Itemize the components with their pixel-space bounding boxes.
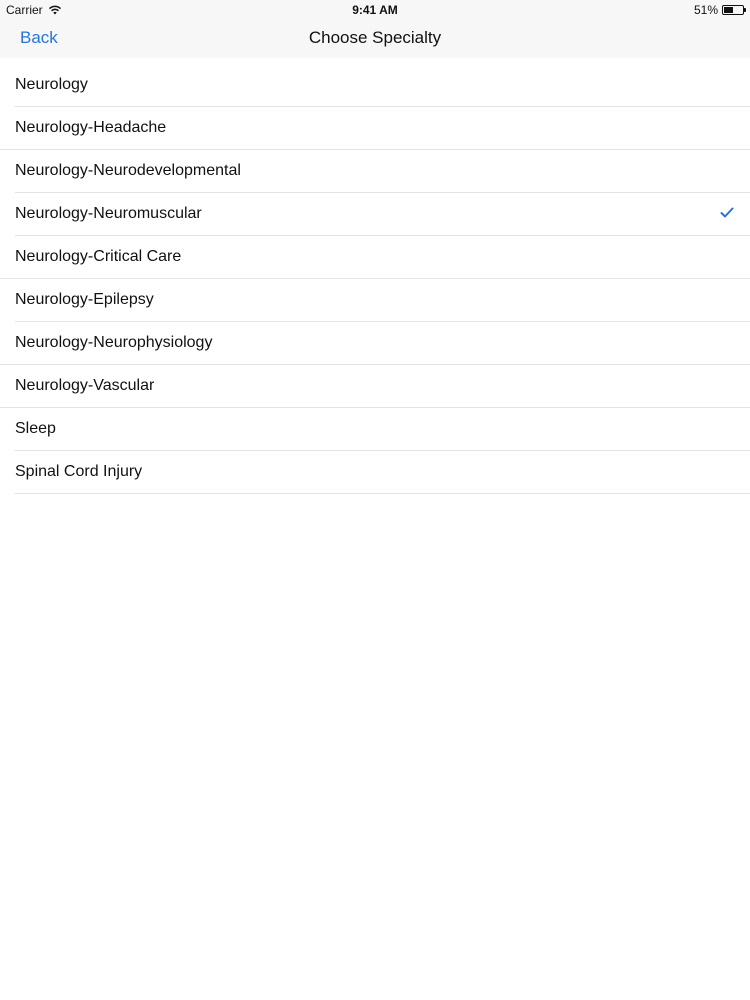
list-item-label: Neurology-Headache	[15, 119, 167, 136]
battery-percent: 51%	[693, 3, 718, 17]
list-item-label: Spinal Cord Injury	[15, 463, 143, 480]
list-item-label: Neurology-Neurodevelopmental	[15, 162, 241, 179]
list-item-neurology-neurodevelopmental[interactable]	[15, 150, 750, 193]
list-item-spinal-cord-injury[interactable]	[15, 451, 750, 494]
back-button[interactable]: Back	[20, 28, 58, 47]
list-item-neurology-vascular[interactable]	[0, 365, 750, 408]
status-time: 9:41 AM	[352, 3, 398, 17]
list-item-label: Neurology-Critical Care	[15, 248, 182, 265]
list-item-label: Neurology-Epilepsy	[15, 291, 154, 308]
list-item-sleep[interactable]	[15, 408, 750, 451]
list-item-neurology-epilepsy[interactable]	[15, 279, 750, 322]
battery-fill	[724, 7, 733, 13]
page-title: Choose Specialty	[308, 28, 442, 47]
status-bar	[0, 0, 750, 20]
list-item-label: Sleep	[15, 420, 56, 437]
battery-icon	[722, 5, 744, 15]
list-item-label: Neurology-Vascular	[15, 377, 155, 394]
list-item-neurology-neuromuscular[interactable]	[15, 193, 750, 236]
carrier-label: Carrier	[6, 3, 43, 17]
status-right	[694, 3, 744, 17]
list-item-neurology-critical-care[interactable]	[0, 236, 750, 279]
navigation-bar	[0, 20, 750, 58]
list-item-label: Neurology	[15, 76, 88, 93]
specialty-list	[0, 64, 750, 494]
list-item-neurology-neurophysiology[interactable]	[0, 322, 750, 365]
list-item-neurology[interactable]	[15, 64, 750, 107]
checkmark-icon	[720, 207, 734, 218]
list-item-neurology-headache[interactable]	[0, 107, 750, 150]
list-item-label: Neurology-Neurophysiology	[15, 334, 213, 351]
list-item-label: Neurology-Neuromuscular	[15, 205, 202, 222]
